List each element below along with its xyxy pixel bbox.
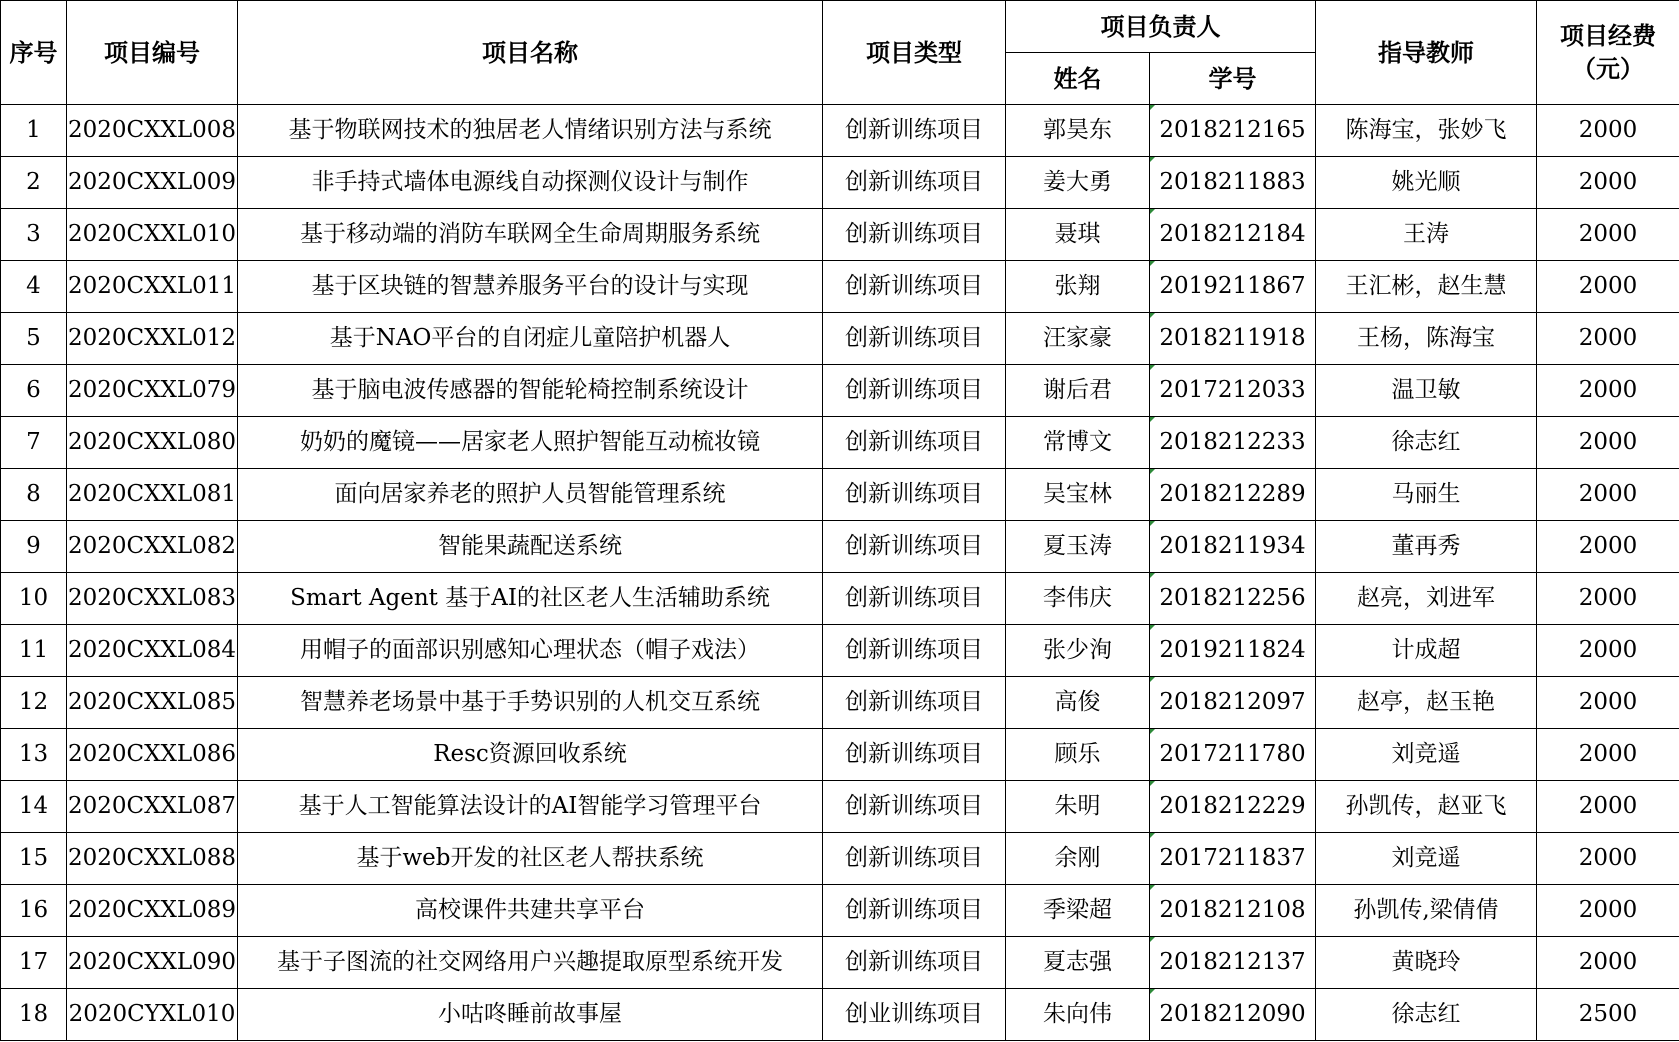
cell-project-type: 创新训练项目 xyxy=(823,469,1006,521)
cell-leader-name: 郭昊东 xyxy=(1006,105,1150,157)
cell-funding: 2500 xyxy=(1537,989,1679,1041)
cell-project-name: 基于web开发的社区老人帮扶系统 xyxy=(238,833,823,885)
cell-student-id: 2018211883 xyxy=(1150,157,1316,209)
cell-student-id: 2018212097 xyxy=(1150,677,1316,729)
table-row xyxy=(1,833,1679,885)
cell-leader-name: 汪家豪 xyxy=(1006,313,1150,365)
header-type: 项目类型 xyxy=(823,1,1006,105)
cell-funding: 2000 xyxy=(1537,833,1679,885)
cell-project-name: 高校课件共建共享平台 xyxy=(238,885,823,937)
cell-project-type: 创新训练项目 xyxy=(823,781,1006,833)
table-row xyxy=(1,417,1679,469)
cell-funding: 2000 xyxy=(1537,209,1679,261)
table-row xyxy=(1,573,1679,625)
cell-funding: 2000 xyxy=(1537,313,1679,365)
cell-leader-name: 聂琪 xyxy=(1006,209,1150,261)
cell-advisor: 刘竞遥 xyxy=(1316,729,1537,781)
cell-student-id: 2018211934 xyxy=(1150,521,1316,573)
table-row xyxy=(1,625,1679,677)
cell-project-code: 2020CXXL090 xyxy=(67,937,238,989)
cell-project-name: 基于NAO平台的自闭症儿童陪护机器人 xyxy=(238,313,823,365)
cell-funding: 2000 xyxy=(1537,625,1679,677)
cell-project-name: 基于脑电波传感器的智能轮椅控制系统设计 xyxy=(238,365,823,417)
table-row xyxy=(1,885,1679,937)
cell-student-id: 2018212256 xyxy=(1150,573,1316,625)
cell-student-id: 2018212184 xyxy=(1150,209,1316,261)
cell-project-code: 2020CXXL088 xyxy=(67,833,238,885)
cell-project-name: 小咕咚睡前故事屋 xyxy=(238,989,823,1041)
cell-advisor: 刘竞遥 xyxy=(1316,833,1537,885)
header-leader: 项目负责人 xyxy=(1006,1,1316,53)
header-leader-id: 学号 xyxy=(1150,53,1316,105)
cell-seq: 9 xyxy=(1,521,67,573)
table-row xyxy=(1,261,1679,313)
cell-student-id: 2018212165 xyxy=(1150,105,1316,157)
cell-project-name: 智慧养老场景中基于手势识别的人机交互系统 xyxy=(238,677,823,729)
cell-seq: 3 xyxy=(1,209,67,261)
cell-project-code: 2020CXXL009 xyxy=(67,157,238,209)
cell-project-type: 创新训练项目 xyxy=(823,521,1006,573)
cell-seq: 1 xyxy=(1,105,67,157)
cell-student-id: 2019211824 xyxy=(1150,625,1316,677)
cell-leader-name: 吴宝林 xyxy=(1006,469,1150,521)
cell-leader-name: 季梁超 xyxy=(1006,885,1150,937)
cell-project-type: 创业训练项目 xyxy=(823,989,1006,1041)
cell-project-type: 创新训练项目 xyxy=(823,417,1006,469)
cell-seq: 2 xyxy=(1,157,67,209)
cell-project-type: 创新训练项目 xyxy=(823,365,1006,417)
cell-advisor: 董再秀 xyxy=(1316,521,1537,573)
header-advisor: 指导教师 xyxy=(1316,1,1537,105)
cell-leader-name: 谢后君 xyxy=(1006,365,1150,417)
cell-project-code: 2020CXXL089 xyxy=(67,885,238,937)
cell-project-name: 基于区块链的智慧养服务平台的设计与实现 xyxy=(238,261,823,313)
cell-leader-name: 余刚 xyxy=(1006,833,1150,885)
cell-project-code: 2020CXXL081 xyxy=(67,469,238,521)
cell-project-code: 2020CXXL011 xyxy=(67,261,238,313)
cell-project-type: 创新训练项目 xyxy=(823,105,1006,157)
cell-student-id: 2018211918 xyxy=(1150,313,1316,365)
cell-funding: 2000 xyxy=(1537,261,1679,313)
cell-project-code: 2020CXXL079 xyxy=(67,365,238,417)
cell-project-type: 创新训练项目 xyxy=(823,625,1006,677)
cell-project-name: Resc资源回收系统 xyxy=(238,729,823,781)
cell-student-id: 2018212108 xyxy=(1150,885,1316,937)
cell-project-type: 创新训练项目 xyxy=(823,677,1006,729)
cell-project-code: 2020CXXL008 xyxy=(67,105,238,157)
cell-project-type: 创新训练项目 xyxy=(823,729,1006,781)
cell-project-code: 2020CXXL080 xyxy=(67,417,238,469)
header-name: 项目名称 xyxy=(238,1,823,105)
header-code: 项目编号 xyxy=(67,1,238,105)
cell-seq: 15 xyxy=(1,833,67,885)
cell-seq: 16 xyxy=(1,885,67,937)
cell-project-code: 2020CXXL085 xyxy=(67,677,238,729)
cell-leader-name: 张少洵 xyxy=(1006,625,1150,677)
header-funding xyxy=(1537,1,1679,105)
table-row xyxy=(1,365,1679,417)
cell-funding: 2000 xyxy=(1537,365,1679,417)
cell-student-id: 2017212033 xyxy=(1150,365,1316,417)
table-row xyxy=(1,521,1679,573)
cell-project-code: 2020CXXL086 xyxy=(67,729,238,781)
cell-student-id: 2018212137 xyxy=(1150,937,1316,989)
cell-project-code: 2020CXXL082 xyxy=(67,521,238,573)
table-row xyxy=(1,729,1679,781)
cell-project-type: 创新训练项目 xyxy=(823,261,1006,313)
cell-student-id: 2018212090 xyxy=(1150,989,1316,1041)
cell-leader-name: 张翔 xyxy=(1006,261,1150,313)
cell-advisor: 徐志红 xyxy=(1316,417,1537,469)
cell-advisor: 温卫敏 xyxy=(1316,365,1537,417)
cell-project-name: 非手持式墙体电源线自动探测仪设计与制作 xyxy=(238,157,823,209)
cell-project-name: 面向居家养老的照护人员智能管理系统 xyxy=(238,469,823,521)
cell-project-code: 2020CYXL010 xyxy=(67,989,238,1041)
cell-seq: 11 xyxy=(1,625,67,677)
cell-leader-name: 姜大勇 xyxy=(1006,157,1150,209)
cell-leader-name: 李伟庆 xyxy=(1006,573,1150,625)
cell-seq: 6 xyxy=(1,365,67,417)
header-funding-line1: 项目经费 xyxy=(1560,22,1656,51)
cell-leader-name: 高俊 xyxy=(1006,677,1150,729)
cell-project-name: 用帽子的面部识别感知心理状态（帽子戏法） xyxy=(238,625,823,677)
cell-funding: 2000 xyxy=(1537,781,1679,833)
cell-advisor: 孙凯传，赵亚飞 xyxy=(1316,781,1537,833)
cell-project-code: 2020CXXL083 xyxy=(67,573,238,625)
cell-project-type: 创新训练项目 xyxy=(823,937,1006,989)
table-header xyxy=(1,1,1679,105)
cell-advisor: 徐志红 xyxy=(1316,989,1537,1041)
cell-leader-name: 夏玉涛 xyxy=(1006,521,1150,573)
cell-advisor: 马丽生 xyxy=(1316,469,1537,521)
cell-project-type: 创新训练项目 xyxy=(823,833,1006,885)
cell-project-name: 基于移动端的消防车联网全生命周期服务系统 xyxy=(238,209,823,261)
cell-leader-name: 顾乐 xyxy=(1006,729,1150,781)
cell-advisor: 孙凯传,梁倩倩 xyxy=(1316,885,1537,937)
table-row xyxy=(1,157,1679,209)
cell-seq: 13 xyxy=(1,729,67,781)
cell-advisor: 赵亮，刘进军 xyxy=(1316,573,1537,625)
cell-project-code: 2020CXXL012 xyxy=(67,313,238,365)
cell-project-type: 创新训练项目 xyxy=(823,313,1006,365)
table-row xyxy=(1,313,1679,365)
cell-project-type: 创新训练项目 xyxy=(823,157,1006,209)
cell-seq: 8 xyxy=(1,469,67,521)
cell-advisor: 姚光顺 xyxy=(1316,157,1537,209)
cell-funding: 2000 xyxy=(1537,157,1679,209)
header-leader-name: 姓名 xyxy=(1006,53,1150,105)
cell-advisor: 赵亭，赵玉艳 xyxy=(1316,677,1537,729)
cell-project-name: 基于物联网技术的独居老人情绪识别方法与系统 xyxy=(238,105,823,157)
table-row xyxy=(1,781,1679,833)
cell-leader-name: 夏志强 xyxy=(1006,937,1150,989)
cell-project-code: 2020CXXL084 xyxy=(67,625,238,677)
cell-project-name: 奶奶的魔镜——居家老人照护智能互动梳妆镜 xyxy=(238,417,823,469)
cell-advisor: 计成超 xyxy=(1316,625,1537,677)
cell-project-name: Smart Agent 基于AI的社区老人生活辅助系统 xyxy=(238,573,823,625)
cell-project-name: 智能果蔬配送系统 xyxy=(238,521,823,573)
cell-seq: 4 xyxy=(1,261,67,313)
cell-funding: 2000 xyxy=(1537,521,1679,573)
cell-funding: 2000 xyxy=(1537,885,1679,937)
table-row xyxy=(1,937,1679,989)
cell-advisor: 黄晓玲 xyxy=(1316,937,1537,989)
table-row xyxy=(1,989,1679,1041)
cell-leader-name: 朱向伟 xyxy=(1006,989,1150,1041)
cell-student-id: 2018212289 xyxy=(1150,469,1316,521)
cell-funding: 2000 xyxy=(1537,937,1679,989)
table-row xyxy=(1,469,1679,521)
cell-seq: 7 xyxy=(1,417,67,469)
cell-project-type: 创新训练项目 xyxy=(823,573,1006,625)
table-body xyxy=(1,105,1679,1041)
cell-advisor: 王汇彬，赵生慧 xyxy=(1316,261,1537,313)
cell-leader-name: 常博文 xyxy=(1006,417,1150,469)
cell-project-code: 2020CXXL010 xyxy=(67,209,238,261)
cell-student-id: 2018212233 xyxy=(1150,417,1316,469)
cell-student-id: 2019211867 xyxy=(1150,261,1316,313)
cell-funding: 2000 xyxy=(1537,729,1679,781)
cell-advisor: 王涛 xyxy=(1316,209,1537,261)
cell-funding: 2000 xyxy=(1537,573,1679,625)
cell-project-code: 2020CXXL087 xyxy=(67,781,238,833)
cell-project-name: 基于人工智能算法设计的AI智能学习管理平台 xyxy=(238,781,823,833)
cell-funding: 2000 xyxy=(1537,105,1679,157)
cell-student-id: 2018212229 xyxy=(1150,781,1316,833)
header-seq: 序号 xyxy=(1,1,67,105)
cell-funding: 2000 xyxy=(1537,417,1679,469)
cell-project-name: 基于子图流的社交网络用户兴趣提取原型系统开发 xyxy=(238,937,823,989)
cell-project-type: 创新训练项目 xyxy=(823,885,1006,937)
cell-seq: 10 xyxy=(1,573,67,625)
cell-seq: 18 xyxy=(1,989,67,1041)
cell-seq: 5 xyxy=(1,313,67,365)
table-row xyxy=(1,209,1679,261)
cell-student-id: 2017211837 xyxy=(1150,833,1316,885)
cell-funding: 2000 xyxy=(1537,469,1679,521)
cell-seq: 17 xyxy=(1,937,67,989)
cell-student-id: 2017211780 xyxy=(1150,729,1316,781)
table-row xyxy=(1,105,1679,157)
cell-advisor: 陈海宝，张妙飞 xyxy=(1316,105,1537,157)
cell-funding: 2000 xyxy=(1537,677,1679,729)
cell-leader-name: 朱明 xyxy=(1006,781,1150,833)
cell-seq: 14 xyxy=(1,781,67,833)
cell-advisor: 王杨，陈海宝 xyxy=(1316,313,1537,365)
header-funding-line2: （元） xyxy=(1572,54,1644,83)
cell-seq: 12 xyxy=(1,677,67,729)
table-row xyxy=(1,677,1679,729)
cell-project-type: 创新训练项目 xyxy=(823,209,1006,261)
